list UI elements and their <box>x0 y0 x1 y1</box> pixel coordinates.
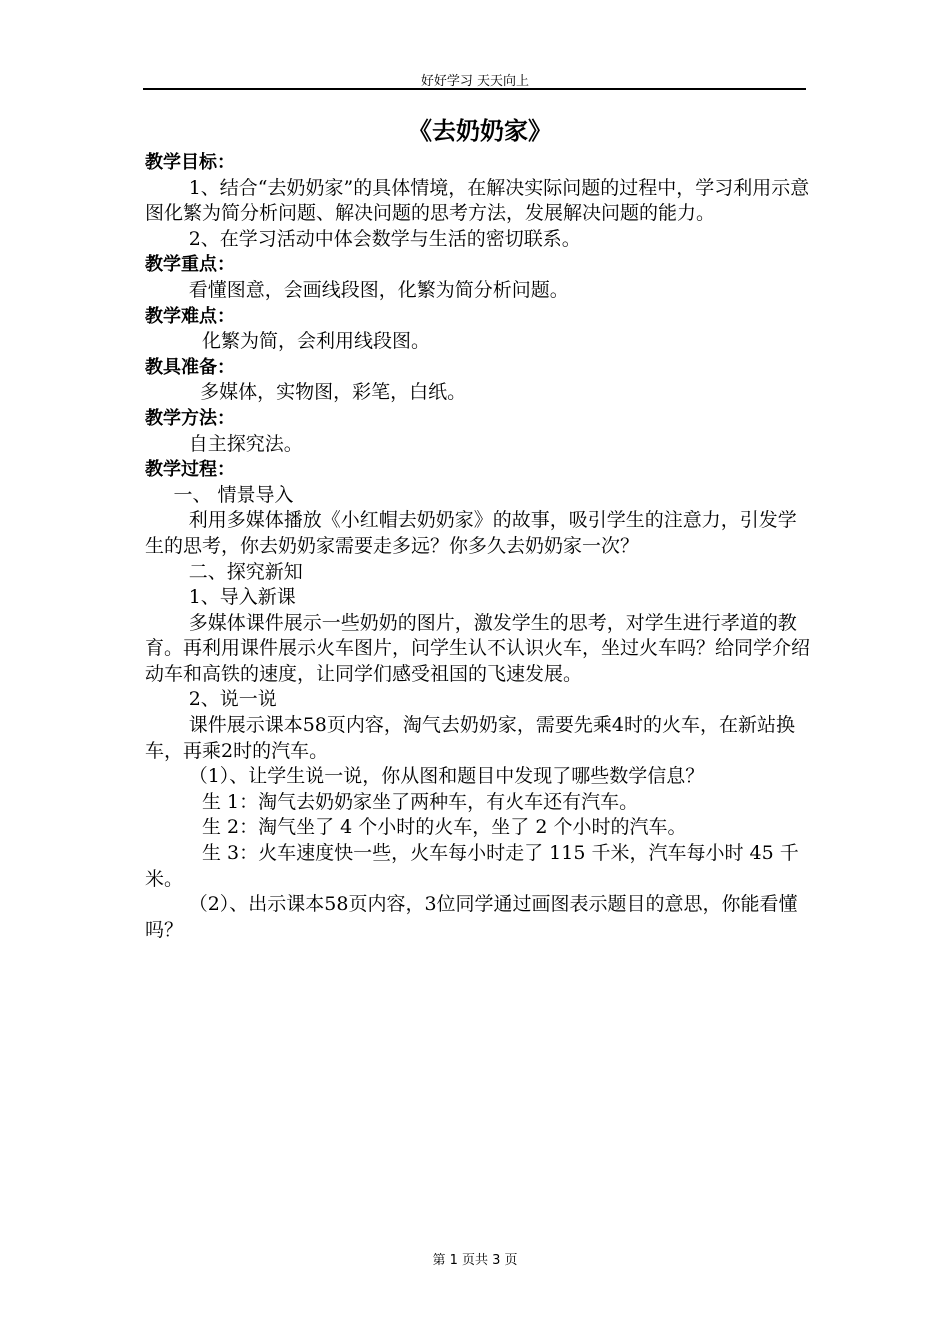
section-1-text: 利用多媒体播放《小红帽去奶奶家》的故事，吸引学生的注意力，引发学生的思考，你去奶奶家需要走多远？你多久去奶奶家一次？ <box>145 509 797 557</box>
page-header: 好好学习 天天向上 <box>420 74 530 89</box>
objectives-heading: 教学目标： <box>145 152 235 173</box>
tools-text: 多媒体，实物图，彩笔，白纸。 <box>200 381 467 404</box>
key-points-heading: 教学重点： <box>145 254 235 276</box>
header-divider <box>143 88 806 90</box>
section-1-heading: 一、 情景导入 <box>173 483 294 506</box>
process-heading: 教学过程： <box>145 459 235 481</box>
methods-heading: 教学方法： <box>145 407 235 429</box>
page-footer: 第 1 页共 3 页 <box>432 1253 518 1268</box>
subsection-1-heading: 1、导入新课 <box>188 586 296 609</box>
objective-1: 1、结合“去奶奶家”的具体情境，在解决实际问题的过程中，学习利用示意图化繁为简分析问题、解决问题的思考方法，发展解决问题的能力。 <box>145 176 810 225</box>
tools-heading: 教具准备： <box>145 356 235 378</box>
student-answer-2: 生 2：淘气坐了 4 个小时的火车，坐了 2 个小时的汽车。 <box>202 816 687 839</box>
student-answer-1: 生 1：淘气去奶奶家坐了两种车，有火车还有汽车。 <box>202 790 639 813</box>
student-answer-3: 生 3：火车速度快一些，火车每小时走了 115 千米，汽车每小时 45 千米。 <box>145 842 799 890</box>
subsection-2-text: 课件展示课本58页内容，淘气去奶奶家，需要先乘4时的火车，在新站换车，再乘2时的汽车。 <box>145 714 795 762</box>
document-title: 《去奶奶家》 <box>408 117 552 145</box>
key-points-text: 看懂图意，会画线段图，化繁为简分析问题。 <box>188 278 569 301</box>
section-2-heading: 二、探究新知 <box>188 560 303 583</box>
subsection-2-heading: 2、说一说 <box>188 688 277 711</box>
methods-text: 自主探究法。 <box>188 432 303 455</box>
document-body <box>145 108 815 943</box>
difficulties-heading: 教学难点： <box>145 305 235 327</box>
subsection-1-text: 多媒体课件展示一些奶奶的图片，激发学生的思考，对学生进行孝道的教育。再利用课件展示火车图片，问学生认不认识火车，坐过火车吗？给同学介绍动车和高铁的速度，让同学们感受祖国的飞速发展。 <box>145 611 811 685</box>
question-1: （1）、让学生说一说，你从图和题目中发现了哪些数学信息？ <box>188 765 705 788</box>
difficulties-text: 化繁为简，会利用线段图。 <box>202 330 431 353</box>
objective-2: 2、在学习活动中体会数学与生活的密切联系。 <box>188 227 581 250</box>
question-2: （2）、出示课本58页内容，3位同学通过画图表示题目的意思，你能看懂吗？ <box>145 893 798 941</box>
